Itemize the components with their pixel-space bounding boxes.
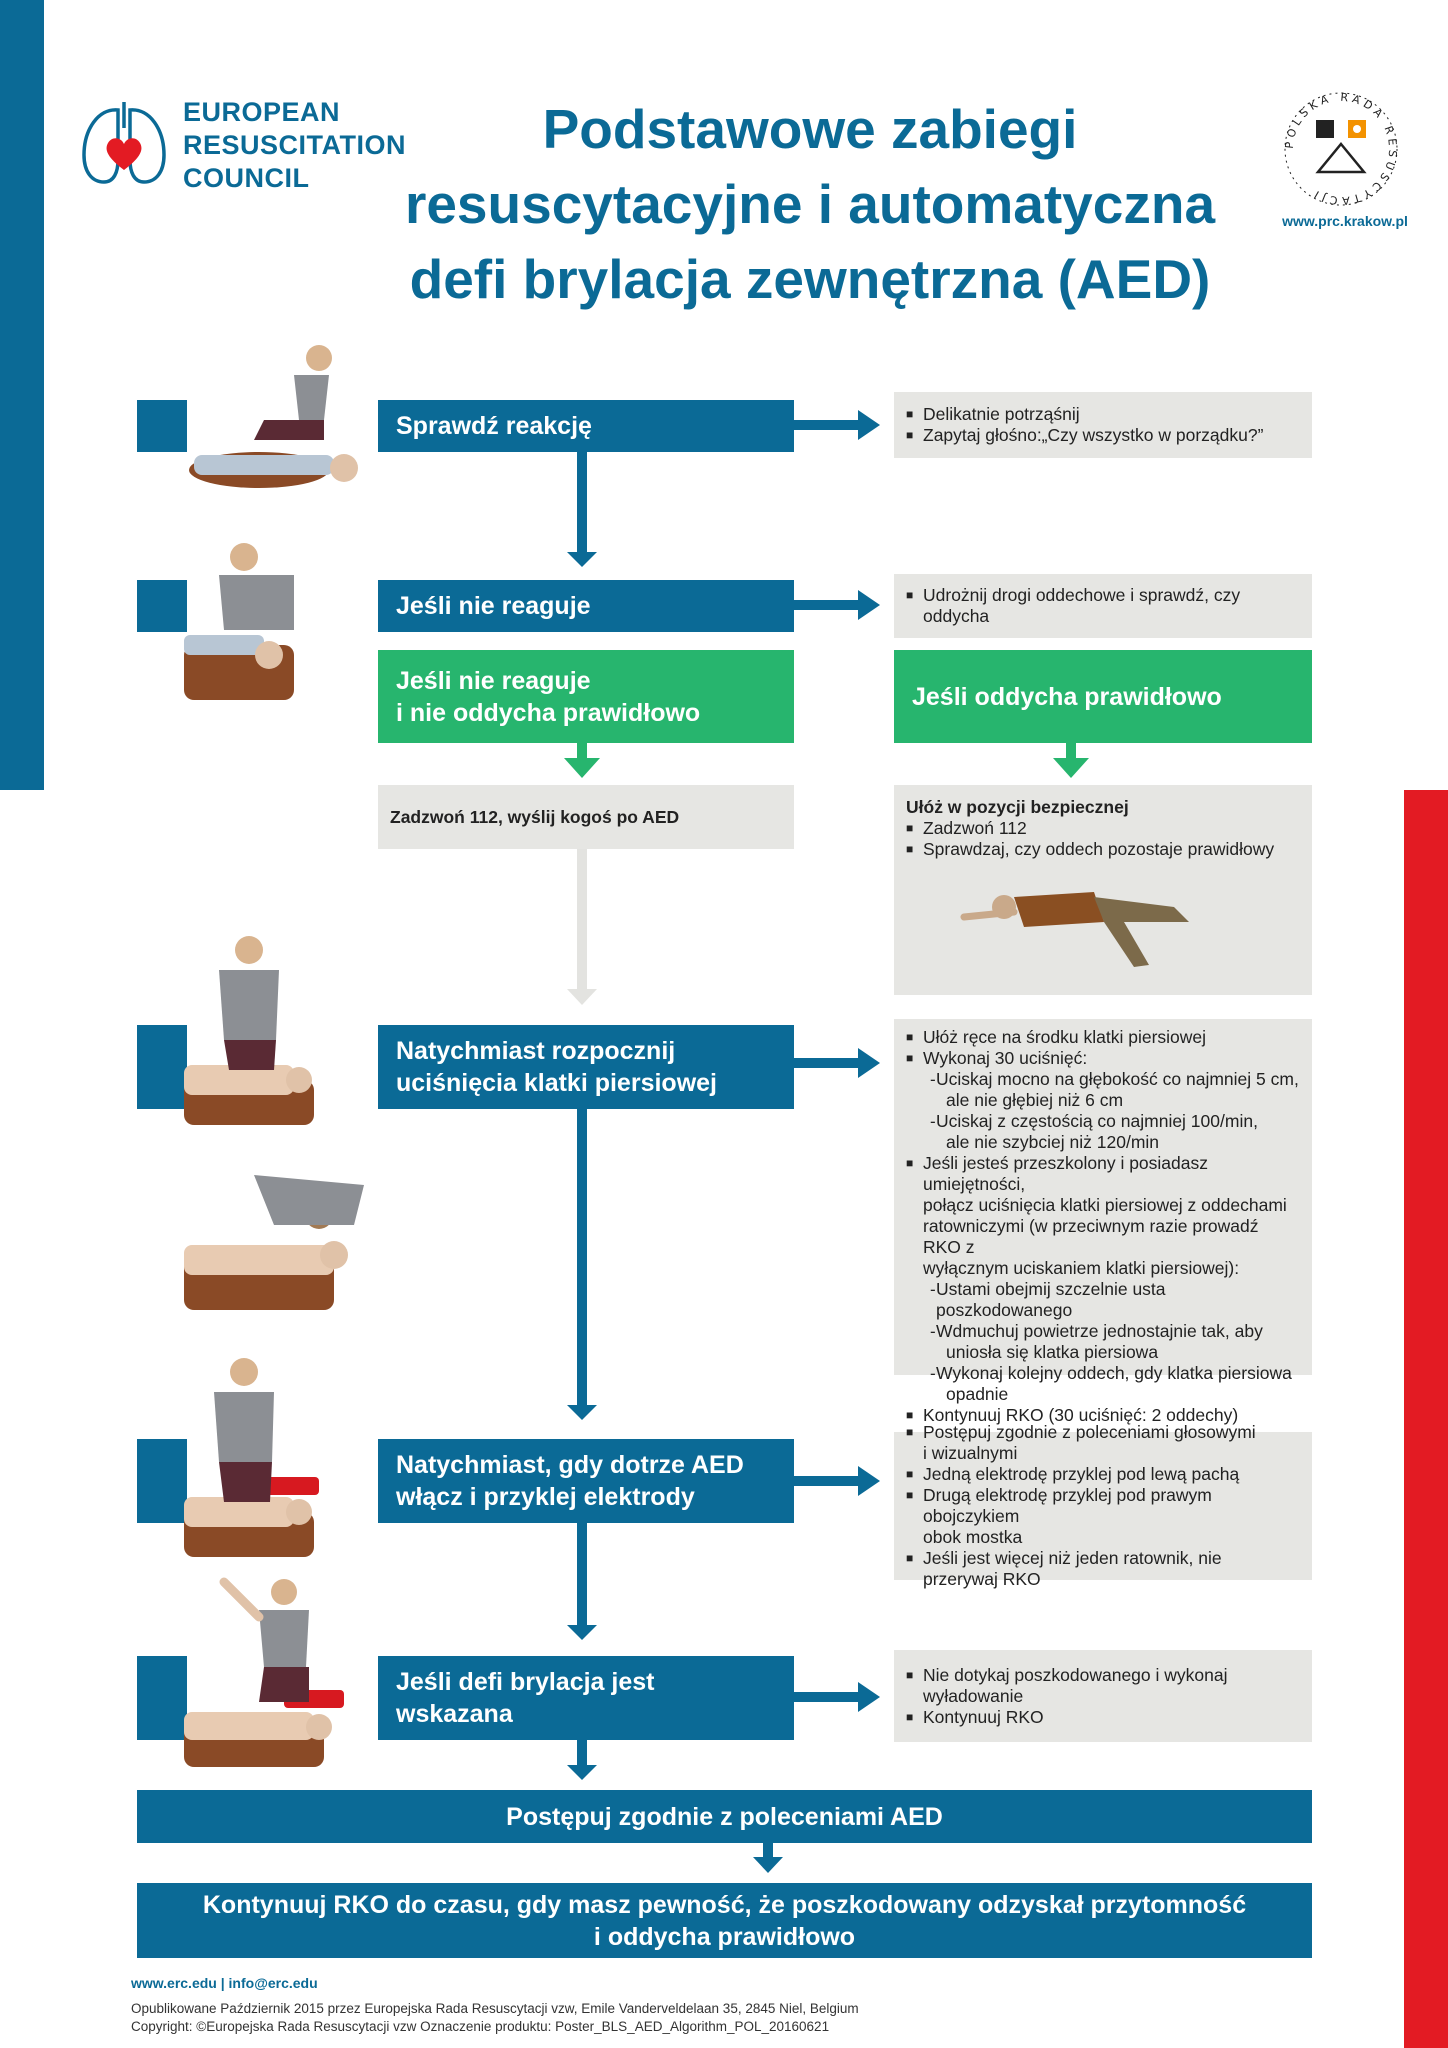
arrow-head <box>858 1048 880 1078</box>
detail-item: ■ Ułóż ręce na środku klatki piersiowej <box>906 1027 1300 1048</box>
follow-aed-bar: Postępuj zgodnie z poleceniami AED <box>137 1790 1312 1843</box>
detail-item: - Wykonaj kolejny oddech, gdy klatka piersiowa <box>906 1363 1300 1384</box>
arrow-head <box>564 758 600 778</box>
compressions-details <box>894 1019 1312 1425</box>
step-label-line: uciśnięcia klatki piersiowej <box>396 1069 717 1097</box>
arrow-head <box>567 1765 597 1780</box>
detail-item: - Uciskaj z częstością co najmniej 100/min, <box>906 1111 1300 1132</box>
continue-cpr-line: i oddycha prawidłowo <box>593 1922 856 1951</box>
arrow-head <box>567 1625 597 1640</box>
recovery-position-photo <box>954 867 1214 982</box>
arrow-head <box>567 552 597 567</box>
detail-item: - Ustami obejmij szczelnie usta poszkodowanego <box>906 1279 1300 1321</box>
step-unresponsive: Jeśli nie reaguje <box>378 580 794 632</box>
step-shock-advised: Jeśli defi brylacja jest wskazana <box>378 1656 794 1740</box>
step-label-line: Natychmiast rozpocznij <box>396 1037 676 1065</box>
title-line: defi brylacja zewnętrzna (AED) <box>409 248 1211 310</box>
arrow-shaft <box>577 1109 587 1409</box>
check-response-details <box>894 392 1312 458</box>
aed-arrives-details <box>894 1422 1312 1589</box>
branch-breathing: Jeśli oddycha prawidłowo <box>894 650 1312 743</box>
continue-cpr-line: Kontynuuj RKO do czasu, gdy masz pewność, że poszkodowany odzyskał przytomność <box>202 1890 1247 1919</box>
arrow-shaft <box>577 452 587 555</box>
arrow-head <box>858 1466 880 1496</box>
footer-website-link[interactable]: www.erc.edu <box>131 1975 217 1991</box>
continue-cpr-bar <box>137 1883 1312 1958</box>
footer-copyright: Copyright: ©Europejska Rada Resuscytacji vzw Oznaczenie produktu: Poster_BLS_AED_Algorithm_POL_20160621 <box>131 2019 830 2034</box>
branch-label-line: Jeśli nie reaguje <box>396 666 591 695</box>
footer-links <box>131 1975 318 1991</box>
detail-item: ■ Kontynuuj RKO <box>906 1707 1300 1728</box>
detail-item: ■ Postępuj zgodnie z poleceniami głosowymi <box>906 1422 1300 1443</box>
org-name-line: RESUSCITATION <box>183 130 407 160</box>
title-line: Podstawowe zabiegi <box>542 98 1078 160</box>
detail-item: ■ Zapytaj głośno:„Czy wszystko w porządku?” <box>906 425 1300 446</box>
footer-email-link[interactable]: info@erc.edu <box>228 1975 318 1991</box>
arrow-head <box>858 410 880 440</box>
detail-item: ■ Udrożnij drogi oddechowe i sprawdź, czy oddycha <box>906 585 1300 627</box>
arrow-shaft <box>794 420 860 430</box>
detail-item: ratowniczymi (w przeciwnym razie prowadź RKO z <box>923 1216 1259 1257</box>
shock-list <box>906 1665 1300 1728</box>
detail-item: opadnie <box>946 1384 1009 1404</box>
step-label-line: włącz i przyklej elektrody <box>396 1483 695 1511</box>
org-name-line: EUROPEAN <box>183 97 341 127</box>
detail-item: ■ Jeśli jesteś przeszkolony i posiadasz umiejętności, <box>906 1153 1300 1195</box>
arrow-shaft <box>577 1740 587 1768</box>
arrow-shaft <box>794 600 860 610</box>
footer-separator: | <box>220 1975 225 1991</box>
branch-label-line: i nie oddycha prawidłowo <box>396 698 701 727</box>
org-name-line: COUNCIL <box>183 163 310 193</box>
detail-item: obok mostka <box>923 1527 1023 1547</box>
detail-item: ■ Nie dotykaj poszkodowanego i wykonaj <box>906 1665 1300 1686</box>
detail-item: wyładowanie <box>923 1685 1024 1706</box>
detail-item: wyłącznym uciskaniem klatki piersiowej): <box>923 1258 1240 1278</box>
arrow-head <box>1053 758 1089 778</box>
step-compressions <box>378 1025 794 1109</box>
detail-item: ■ Jeśli jest więcej niż jeden ratownik, nie przerywaj RKO <box>906 1548 1300 1590</box>
compressions-list <box>906 1027 1300 1426</box>
arrow-shaft <box>794 1692 860 1702</box>
detail-item: ■ Sprawdzaj, czy oddech pozostaje prawidłowy <box>906 839 1300 860</box>
arrow-head <box>567 989 597 1005</box>
arrow-shaft <box>794 1058 860 1068</box>
detail-item: ■ Delikatnie potrząśnij <box>906 404 1300 425</box>
footer-published: Opublikowane Październik 2015 przez Europejska Rada Resuscytacji vzw, Emile Vanderveldelaan 35, 2845 Niel, Belgium <box>131 2001 859 2016</box>
arrow-shaft <box>794 1476 860 1486</box>
arrow-shaft <box>577 1523 587 1628</box>
detail-item: i wizualnymi <box>923 1443 1018 1463</box>
partner-url[interactable]: www.prc.krakow.pl <box>1282 213 1408 229</box>
detail-item: uniosła się klatka piersiowa <box>946 1342 1159 1362</box>
title-line: resuscytacyjne i automatyczna <box>404 173 1216 235</box>
step-aed-arrives <box>378 1439 794 1523</box>
arrow-head <box>567 1405 597 1420</box>
arrow-head <box>753 1857 783 1873</box>
detail-item: ■ Kontynuuj RKO (30 uciśnięć: 2 oddechy) <box>906 1405 1300 1426</box>
branch-not-breathing <box>378 650 794 743</box>
arrow-head <box>858 1682 880 1712</box>
prc-ring-text: POLSKA RADA RESUSCYTACJI <box>1282 90 1400 208</box>
detail-item: ale nie szybciej niż 120/min <box>946 1132 1160 1152</box>
call-112-box: Zadzwoń 112, wyślij kogoś po AED <box>378 785 794 849</box>
detail-item: - Uciskaj mocno na głębokość co najmniej 5 cm, <box>906 1069 1300 1090</box>
detail-item: ale nie głębiej niż 6 cm <box>946 1090 1124 1110</box>
detail-item: ■ Jedną elektrodę przyklej pod lewą pachą <box>906 1464 1300 1485</box>
arrow-head <box>858 590 880 620</box>
aed-list <box>906 1422 1300 1590</box>
step-check-response: Sprawdź reakcję <box>378 400 794 452</box>
recovery-heading: Ułóż w pozycji bezpiecznej <box>906 797 1129 817</box>
recovery-position-box <box>894 785 1312 995</box>
detail-item: - Wdmuchuj powietrze jednostajnie tak, aby <box>906 1321 1300 1342</box>
step-label-line: Natychmiast, gdy dotrze AED <box>396 1451 744 1479</box>
arrow-shaft <box>577 849 587 991</box>
shock-advised-details <box>894 1650 1312 1742</box>
detail-item: ■ Wykonaj 30 uciśnięć: <box>906 1048 1300 1069</box>
unresponsive-details <box>894 574 1312 638</box>
detail-item: ■ Zadzwoń 112 <box>906 818 1300 839</box>
detail-item: ■ Drugą elektrodę przyklej pod prawym obojczykiem <box>906 1485 1300 1527</box>
detail-item: połącz uciśnięcia klatki piersiowej z oddechami <box>923 1195 1287 1215</box>
